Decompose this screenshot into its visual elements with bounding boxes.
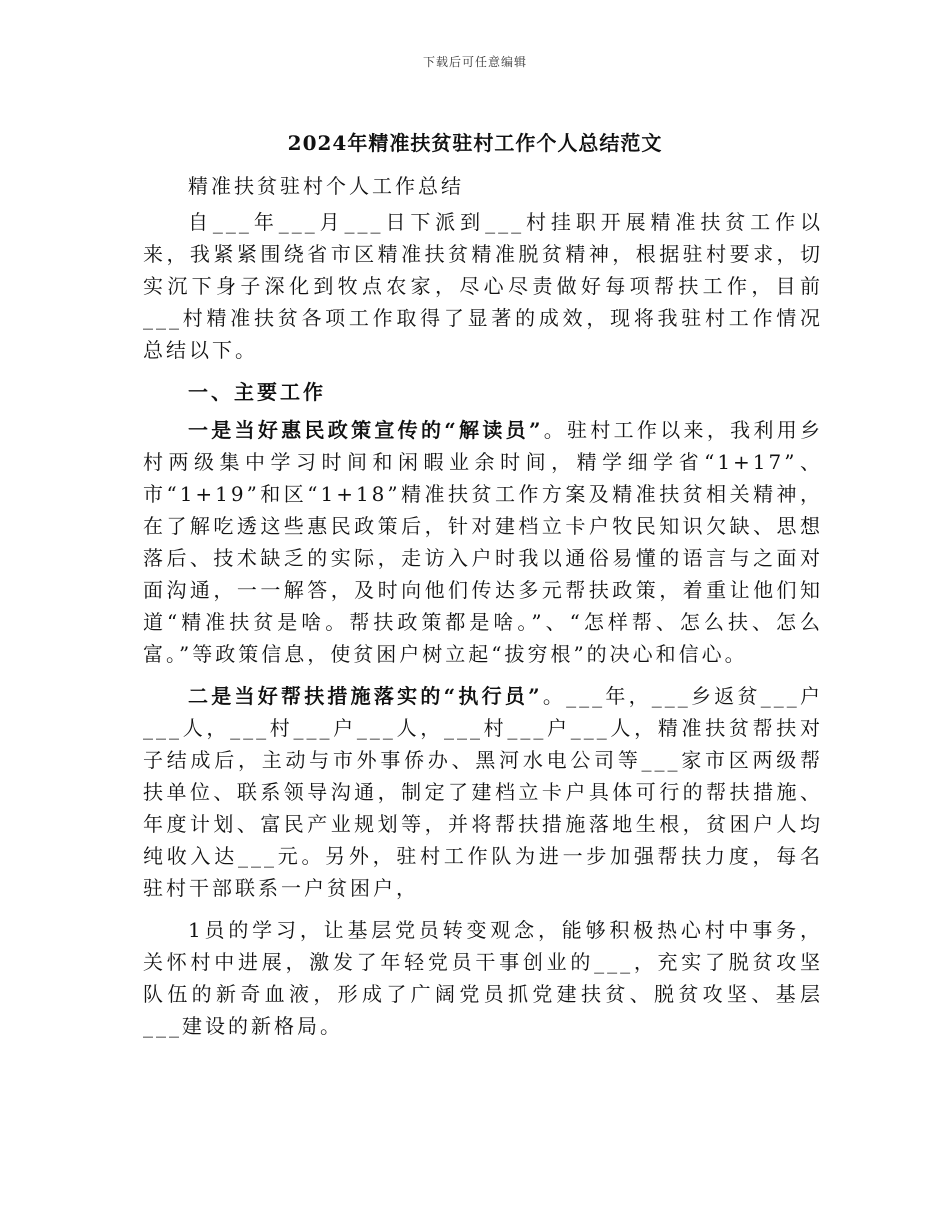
work-item-1-lead: 一是当好惠民政策宣传的“解读员” bbox=[188, 418, 544, 442]
work-item-2-lead: 二是当好帮扶措施落实的“执行员” bbox=[188, 684, 543, 708]
intro-paragraph: 自___年___月___日下派到___村挂职开展精准扶贫工作以来，我紧紧围绕省市区精准扶贫精准脱贫精神，根据驻村要求，切实沉下身子深化到牧点农家，尽心尽责做好每项帮扶工作，目前___村精准扶贫各项工作取得了显著的成效，现将我驻村工作情况总结以下。 bbox=[143, 210, 823, 362]
document-body bbox=[143, 170, 823, 1042]
fragment-paragraph: 1员的学习，让基层党员转变观念，能够积极热心村中事务，关怀村中进展，激发了年轻党员干事创业的___，充实了脱贫攻坚队伍的新奇血液，形成了广阔党员抓党建扶贫、脱贫攻坚、基层___建设的新格局。 bbox=[143, 918, 823, 1038]
document-title: 2024年精准扶贫驻村工作个人总结范文 bbox=[287, 131, 663, 155]
section-heading-main-work: 一、主要工作 bbox=[188, 380, 326, 404]
document-subtitle: 精准扶贫驻村个人工作总结 bbox=[188, 174, 464, 198]
work-item-2-text: 。___年，___乡返贫___户___人，___村___户___人，___村___户___人，精准扶贫帮扶对子结成后，主动与市外事侨办、黑河水电公司等___家市区两级帮扶单位、联系领导沟通，制定了建档立卡户具体可行的帮扶措施、年度计划、富民产业规划等，并将帮扶措施落地生根，贫困户人均纯收入达___元。另外，驻村工作队为进一步加强帮扶力度，每名驻村干部联系一户贫困户， bbox=[143, 684, 824, 900]
work-item-1-paragraph bbox=[143, 414, 823, 670]
work-item-1-text: 。驻村工作以来，我利用乡村两级集中学习时间和闲暇业余时间，精学细学省“1+17”、市“1+19”和区“1+18”精准扶贫工作方案及精准扶贫相关精神，在了解吃透这些惠民政策后，针对建档立卡户牧民知识欠缺、思想落后、技术缺乏的实际，走访入户时我以通俗易懂的语言与之面对面沟通，一一解答，及时向他们传达多元帮扶政策，着重让他们知道“精准扶贫是啥。帮扶政策都是啥。”、“怎样帮、怎么扶、怎么富。”等政策信息，使贫困户树立起“拔穷根”的决心和信心。 bbox=[143, 418, 824, 666]
header-note: 下载后可任意编辑 bbox=[422, 55, 527, 69]
work-item-2-paragraph bbox=[143, 680, 823, 904]
